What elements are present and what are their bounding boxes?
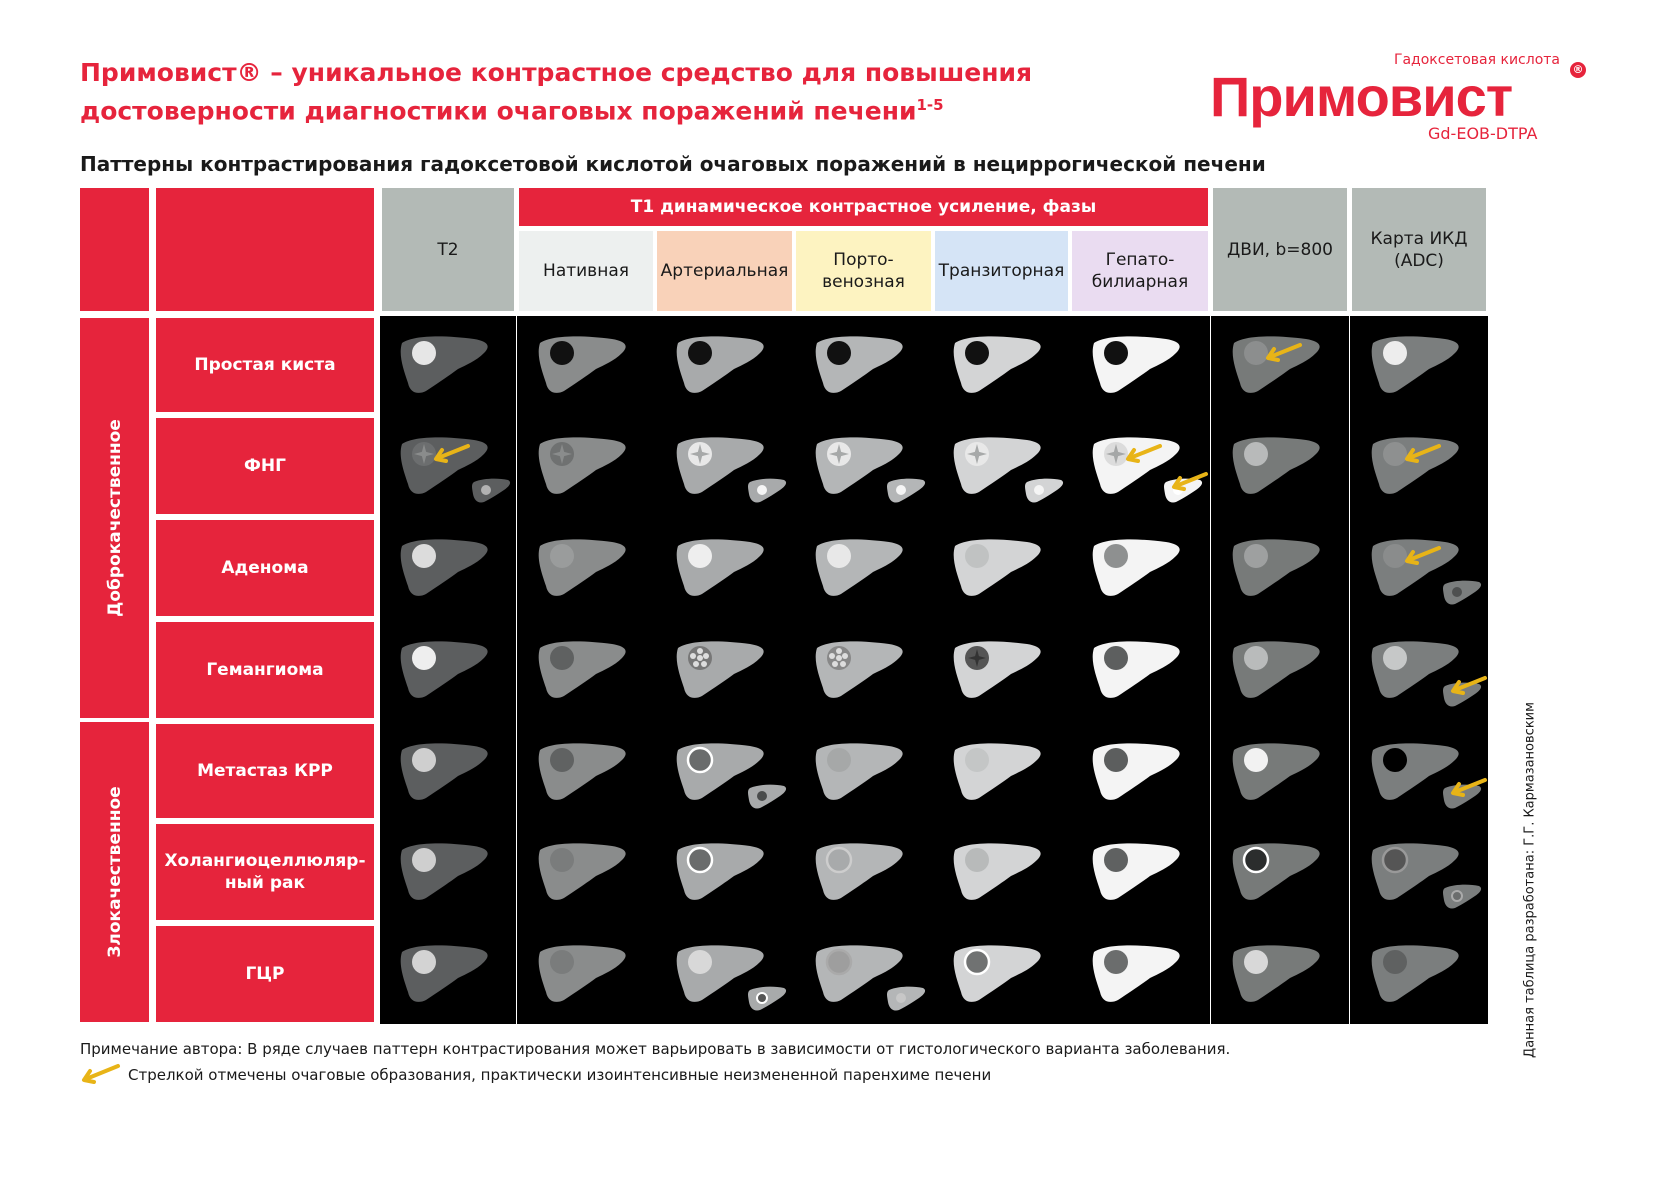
liver-thumbnail [1210, 620, 1350, 720]
liver-thumbnail [378, 416, 518, 516]
liver-thumbnail [931, 722, 1071, 822]
row-label-adenoma: Аденома [156, 520, 374, 616]
header-phase-portal: Порто- венозная [796, 231, 931, 311]
liver-thumbnail [793, 620, 933, 720]
row-label-cholangiocarcinoma: Холангиоцеллюляр- ный рак [156, 824, 374, 920]
liver-thumbnail [378, 315, 518, 415]
liver-thumbnail [1349, 722, 1489, 822]
liver-thumbnail [516, 416, 656, 516]
group-malignant-label: Злокачественное [104, 786, 125, 958]
liver-thumbnail [1070, 822, 1210, 922]
liver-thumbnail [793, 822, 933, 922]
header-phase-arterial: Артериальная [657, 231, 792, 311]
liver-thumbnail [516, 924, 656, 1024]
row-label-crc-metastasis: Метастаз КРР [156, 724, 374, 818]
headline [80, 56, 1080, 127]
liver-thumbnail [793, 315, 933, 415]
liver-thumbnail [1070, 315, 1210, 415]
logo-name: Примовист [1210, 65, 1513, 128]
arrow-legend-icon [80, 1062, 122, 1084]
group-malignant [80, 722, 149, 1022]
liver-thumbnail [654, 416, 794, 516]
liver-thumbnail [654, 620, 794, 720]
liver-thumbnail [1210, 518, 1350, 618]
liver-thumbnail [1070, 620, 1210, 720]
liver-thumbnail [1210, 822, 1350, 922]
liver-thumbnail [516, 620, 656, 720]
liver-thumbnail [1070, 924, 1210, 1024]
headline-line1: Примовист® – уникальное контрастное средство для повышения [80, 58, 1033, 87]
liver-thumbnail [1070, 416, 1210, 516]
liver-thumbnail [1210, 315, 1350, 415]
header-adc: Карта ИКД (ADC) [1352, 188, 1486, 311]
headline-sup: 1-5 [916, 96, 944, 114]
logo-formula: Gd-EOB-DTPA [1428, 124, 1538, 143]
header-t1-group [519, 188, 1208, 226]
row-label-simple-cyst: Простая киста [156, 318, 374, 412]
liver-thumbnail [516, 518, 656, 618]
header-corner-label [156, 188, 374, 311]
liver-thumbnail [1349, 822, 1489, 922]
liver-thumbnail [793, 416, 933, 516]
liver-thumbnail [931, 620, 1071, 720]
arrow-legend-text: Стрелкой отмечены очаговые образования, практически изоинтенсивные неизмененной паренхиме печени [128, 1066, 992, 1084]
liver-thumbnail [793, 924, 933, 1024]
row-label-fnh: ФНГ [156, 418, 374, 514]
header-phase-transitional: Транзиторная [935, 231, 1068, 311]
liver-thumbnail [1349, 518, 1489, 618]
liver-thumbnail [516, 722, 656, 822]
header-t1-group-label: Т1 динамическое контрастное усиление, фазы [630, 197, 1097, 217]
liver-thumbnail [931, 518, 1071, 618]
liver-thumbnail [378, 620, 518, 720]
liver-thumbnail [654, 722, 794, 822]
author-note: Примечание автора: В ряде случаев паттерн контрастирования может варьировать в зависимости от гистологического варианта заболевания. [80, 1040, 1231, 1058]
liver-thumbnail [793, 722, 933, 822]
header-phase-hepatobiliary: Гепато- билиарная [1072, 231, 1208, 311]
liver-thumbnail [931, 822, 1071, 922]
liver-thumbnail [931, 924, 1071, 1024]
primovist-logo [1210, 50, 1590, 143]
liver-thumbnail [931, 416, 1071, 516]
logo-reg-mark: ® [1570, 62, 1586, 78]
group-benign-label: Доброкачественное [104, 419, 125, 617]
liver-thumbnail [516, 315, 656, 415]
author-credit: Данная таблица разработана: Г.Г. Кармазановским [1522, 702, 1538, 1058]
liver-thumbnail [1210, 722, 1350, 822]
liver-thumbnail [1210, 924, 1350, 1024]
liver-thumbnail [1070, 722, 1210, 822]
liver-thumbnail [1349, 620, 1489, 720]
header-corner-group [80, 188, 149, 311]
liver-thumbnail [516, 822, 656, 922]
liver-thumbnail [378, 924, 518, 1024]
liver-thumbnail [1349, 315, 1489, 415]
liver-thumbnail [654, 518, 794, 618]
row-label-hcc: ГЦР [156, 926, 374, 1022]
header-dwi: ДВИ, b=800 [1213, 188, 1347, 311]
liver-thumbnail [654, 822, 794, 922]
page-subtitle: Паттерны контрастирования гадоксетовой кислотой очаговых поражений в нециррогической печени [80, 152, 1266, 176]
group-benign [80, 318, 149, 718]
liver-thumbnail [793, 518, 933, 618]
liver-thumbnail [378, 722, 518, 822]
header-t2: Т2 [382, 188, 514, 311]
headline-line2: достоверности диагностики очаговых поражений печени [80, 96, 917, 126]
liver-thumbnail [931, 315, 1071, 415]
header-phase-native: Нативная [519, 231, 653, 311]
row-label-hemangioma: Гемангиома [156, 622, 374, 718]
liver-thumbnail [654, 924, 794, 1024]
liver-thumbnail [1070, 518, 1210, 618]
liver-thumbnail [654, 315, 794, 415]
liver-thumbnail [378, 518, 518, 618]
logo-subtitle: Гадоксетовая кислота [1393, 52, 1560, 68]
liver-thumbnail [1210, 416, 1350, 516]
liver-thumbnail [378, 822, 518, 922]
liver-thumbnail [1349, 416, 1489, 516]
liver-thumbnail [1349, 924, 1489, 1024]
